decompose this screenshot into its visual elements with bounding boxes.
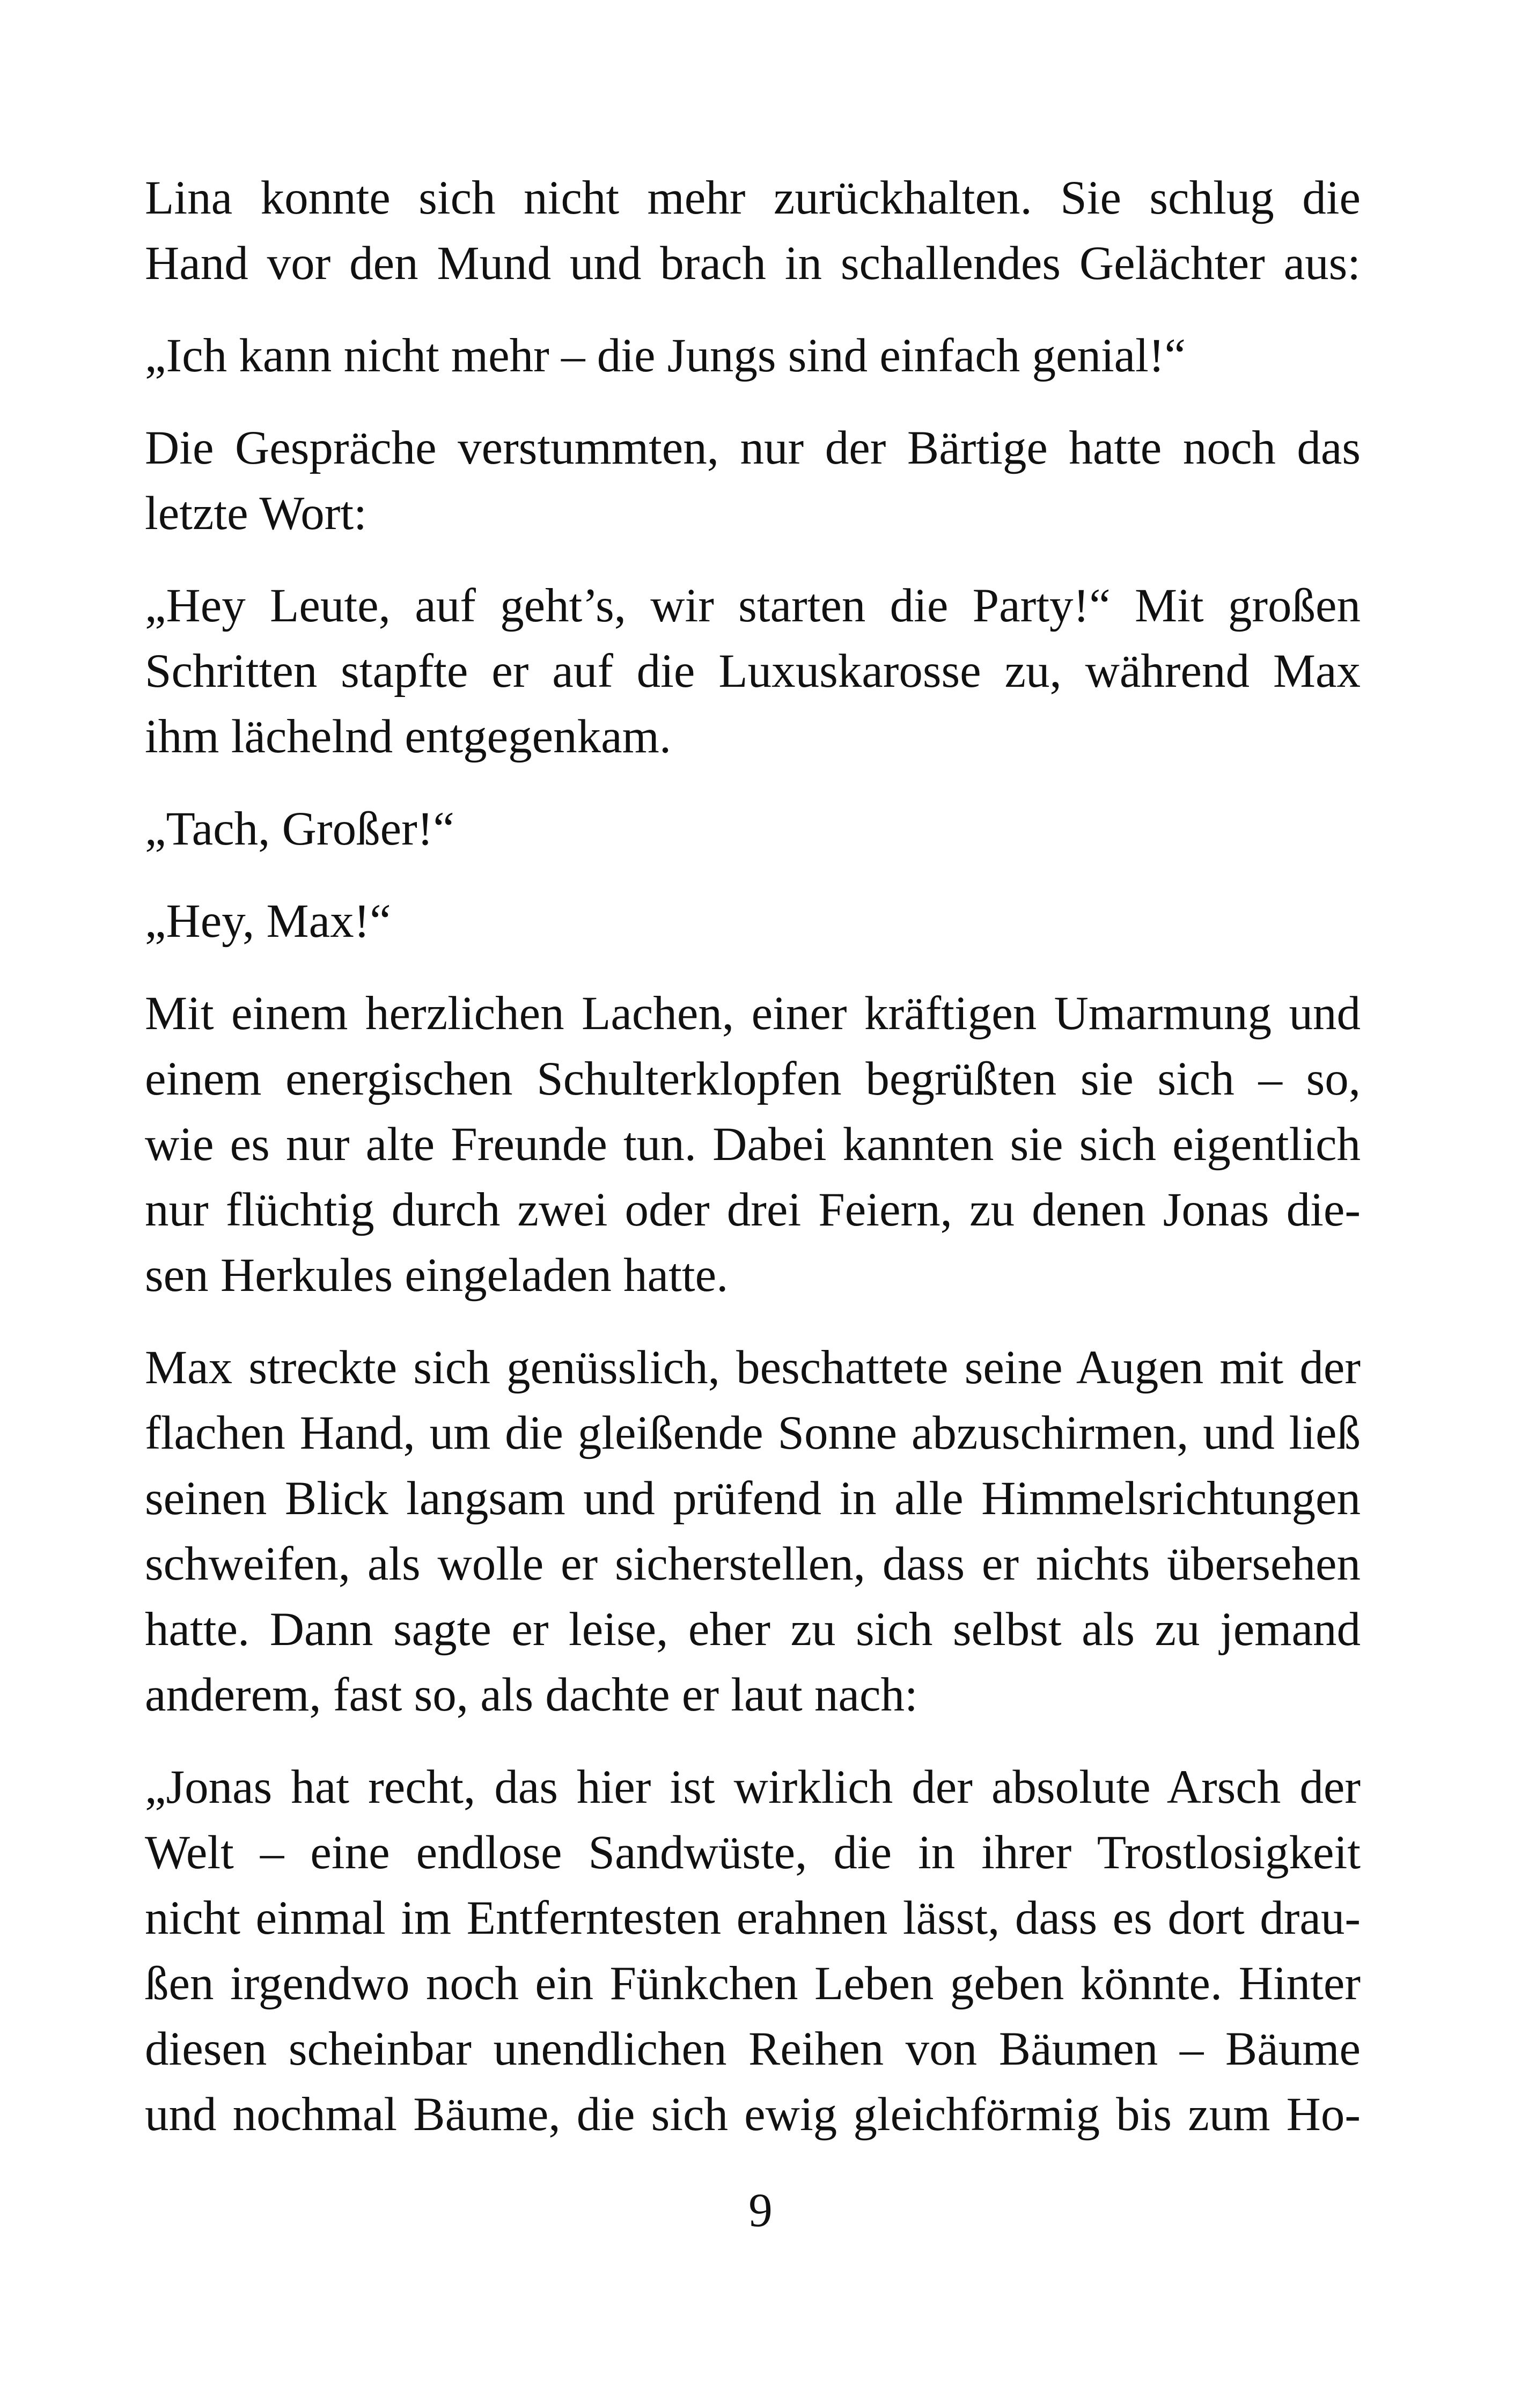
text-line: Lina konnte sich nicht mehr zurückhalten. Sie schlug die xyxy=(145,172,1361,224)
text-line: diesen scheinbar unendlichen Reihen von Bäumen – Bäume xyxy=(145,2023,1361,2075)
paragraph-8 xyxy=(145,1335,1361,1728)
text-line: Welt – eine endlose Sandwüste, die in ihrer Trostlosigkeit xyxy=(145,1826,1361,1879)
text-line: einem energischen Schulterklopfen begrüßten sie sich – so, xyxy=(145,1053,1361,1105)
text-line: Schritten stapfte er auf die Luxuskarosse zu, während Max xyxy=(145,645,1361,698)
text-line: ihm lächelnd entgegenkam. xyxy=(145,710,672,763)
text-line: Die Gespräche verstummten, nur der Bärtige hatte noch das xyxy=(145,422,1361,474)
text-line: nicht einmal im Entferntesten erahnen lässt, dass es dort drau- xyxy=(145,1892,1361,1944)
text-line: letzte Wort: xyxy=(145,487,367,540)
text-line: anderem, fast so, als dachte er laut nach: xyxy=(145,1669,918,1721)
text-line: schweifen, als wolle er sicherstellen, dass er nichts übersehen xyxy=(145,1538,1361,1590)
page-number: 9 xyxy=(748,2184,773,2237)
paragraph-1 xyxy=(145,165,1361,296)
paragraph-5 xyxy=(145,796,1361,862)
paragraph-6 xyxy=(145,889,1361,954)
text-line: Max streckte sich genüsslich, beschattete seine Augen mit der xyxy=(145,1341,1361,1394)
paragraph-9 xyxy=(145,1754,1361,2147)
paragraph-4 xyxy=(145,573,1361,769)
text-line: sen Herkules eingeladen hatte. xyxy=(145,1249,729,1302)
text-line: flachen Hand, um die gleißende Sonne abzuschirmen, und ließ xyxy=(145,1407,1361,1459)
text-line: nur flüchtig durch zwei oder drei Feiern, zu denen Jonas die- xyxy=(145,1184,1361,1236)
body-text xyxy=(145,165,1361,2174)
text-line: „Jonas hat recht, das hier ist wirklich der absolute Arsch der xyxy=(145,1761,1361,1814)
text-line: „Ich kann nicht mehr – die Jungs sind einfach genial!“ xyxy=(145,329,1186,382)
paragraph-3 xyxy=(145,415,1361,546)
text-line: ßen irgendwo noch ein Fünkchen Leben geben könnte. Hinter xyxy=(145,1957,1361,2010)
text-line: und nochmal Bäume, die sich ewig gleichförmig bis zum Ho- xyxy=(145,2088,1361,2141)
paragraph-7 xyxy=(145,981,1361,1308)
text-line: seinen Blick langsam und prüfend in alle Himmelsrichtungen xyxy=(145,1472,1361,1525)
text-line: „Hey, Max!“ xyxy=(145,895,391,948)
text-line: hatte. Dann sagte er leise, eher zu sich selbst als zu jemand xyxy=(145,1603,1361,1656)
text-line: Mit einem herzlichen Lachen, einer kräftigen Umarmung und xyxy=(145,987,1361,1040)
text-line: Hand vor den Mund und brach in schallendes Gelächter aus: xyxy=(145,237,1361,290)
text-line: „Hey Leute, auf geht’s, wir starten die Party!“ Mit großen xyxy=(145,579,1361,632)
paragraph-2 xyxy=(145,323,1361,388)
text-line: „Tach, Großer!“ xyxy=(145,803,454,855)
text-line: wie es nur alte Freunde tun. Dabei kannten sie sich eigentlich xyxy=(145,1118,1361,1171)
